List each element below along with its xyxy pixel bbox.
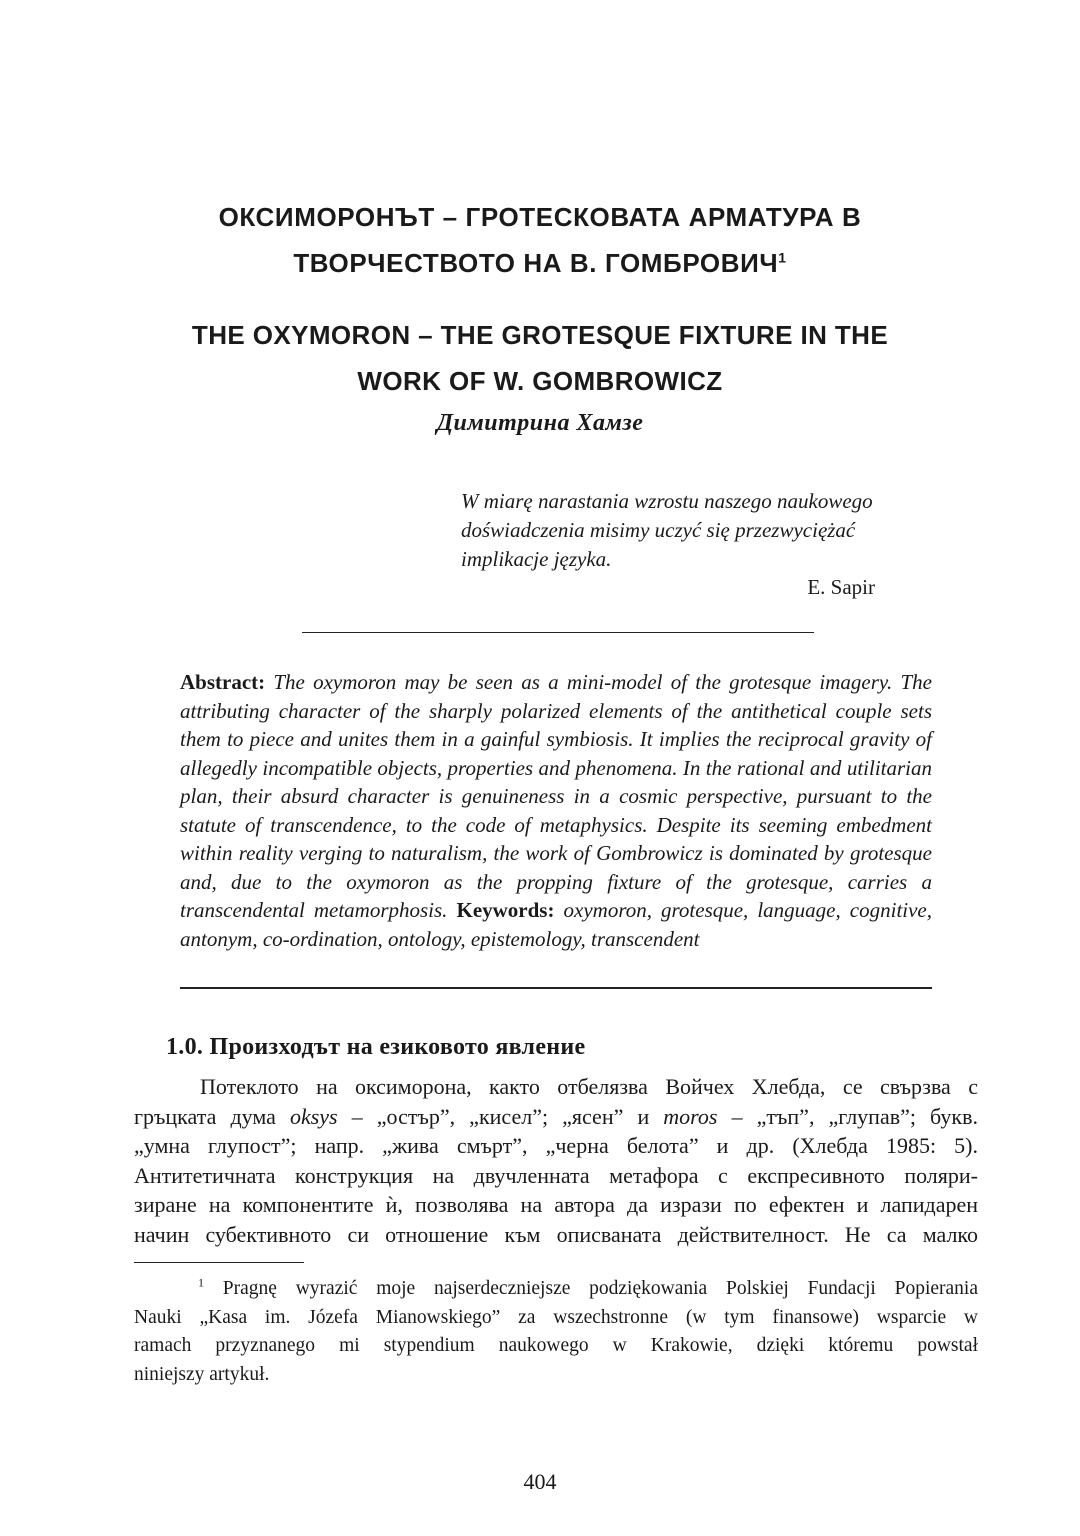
epigraph-line-3: implikacje języka. [461, 547, 612, 571]
section-heading: 1.0. Произходът на езиковото явление [166, 1034, 586, 1060]
footnote-line-4: niniejszy artykuł. [134, 1363, 270, 1385]
footnote-line-1 [134, 1275, 978, 1304]
footnote-mark: 1 [198, 1275, 204, 1290]
footnote-line-3: ramach przyznanego mi stypendium naukowego w Krakowie, dzięki któremu powstał [134, 1335, 978, 1356]
title-english [130, 312, 950, 404]
epigraph [461, 487, 931, 574]
body-text-segment: – „тъп”, „глупав”; букв. [717, 1103, 978, 1129]
italic-term: moros [663, 1103, 718, 1129]
body-text-segment: гръцката дума [134, 1103, 290, 1129]
abstract-text: The oxymoron may be seen as a mini-model of the grotesque imagery. The attributing character of the sharply polarized elements of the antithetical couple sets them to piece and unites them in a gainful symbiosis. It implies the reciprocal gravity of allegedly incompatible objects, properties and phenomena. In the rational and utilitarian plan, their absurd character is genuineness in a cosmic perspective, pursuant to the statute of transcendence, to the code of metaphysics. Despite its seeming embedment within reality verging to naturalism, the work of Gombrowicz is dominated by grotesque and, due to the oxymoron as the propping fixture of the grotesque, carries a transcendental metamorphosis. [180, 670, 932, 922]
title-english-line-1: THE OXYMORON – THE GROTESQUE FIXTURE IN THE [191, 320, 889, 350]
title-bulgarian-line-2 [130, 240, 950, 286]
body-text-segment: зиране на компонентите ѝ, позволява на автора да изрази по ефектен и лапидарен [134, 1192, 978, 1217]
title-bulgarian-line-1: ОКСИМОРОНЪТ – ГРОТЕСКОВАТА АРМАТУРА В [218, 202, 862, 232]
abstract-block [180, 668, 932, 953]
body-line-6 [134, 1220, 978, 1250]
footnote-line-1-text: Pragnę wyrazić moje najserdeczniejsze podziękowania Polskiej Fundacji Popierania [222, 1278, 978, 1299]
body-line-1 [134, 1072, 978, 1102]
epigraph-line-2: doświadczenia misimy uczyć się przezwyciężać [461, 518, 856, 542]
body-text-segment: „умна глупост”; напр. „жива смърт”, „черна белота” и др. (Хлебда 1985: 5). [134, 1133, 978, 1158]
body-line-3 [134, 1131, 978, 1161]
abstract-label: Abstract: [180, 670, 266, 694]
title-english-line-2: WORK OF W. GOMBROWICZ [357, 366, 723, 396]
body-line-4 [134, 1161, 978, 1191]
keywords-label: Keywords: [456, 898, 555, 922]
page-number: 404 [523, 1469, 557, 1494]
footnote-line-2: Nauki „Kasa im. Józefa Mianowskiego” za wszechstronne (w tym finansowe) wsparcie w [134, 1306, 978, 1328]
body-text-segment: – „остър”, „кисел”; „ясен” и [337, 1103, 664, 1129]
epigraph-line-1: W miarę narastania wzrostu naszego naukowego [461, 489, 873, 513]
body-line-5 [134, 1190, 978, 1220]
title-bulgarian [130, 194, 950, 286]
italic-term: oksys [289, 1103, 338, 1129]
body-text-segment: Потеклото на оксиморона, както отбелязва Войчех Хлебда, се свързва с [200, 1074, 978, 1099]
section-body [134, 1072, 978, 1249]
abstract-divider [180, 987, 932, 989]
epigraph-source: E. Sapir [807, 575, 875, 599]
epigraph-divider [302, 632, 814, 633]
body-text-segment: начин субективното си отношение към описваната действителност. Не са малко [134, 1221, 978, 1247]
title-footnote-mark: 1 [778, 249, 787, 266]
title-bulgarian-line-2-text: ТВОРЧЕСТВОТО НА В. ГОМБРОВИЧ [293, 248, 779, 278]
footnote-divider [134, 1262, 304, 1263]
author-name: Димитрина Хамзе [436, 410, 644, 436]
keywords-text: oxymoron, grotesque, language, cognitive, antonym, co-ordination, ontology, epistemology, transcendent [180, 898, 933, 951]
footnote [134, 1275, 978, 1389]
body-line-2 [134, 1102, 978, 1132]
body-text-segment: Антитетичната конструкция на двучленната метафора с експресивното поляри- [134, 1162, 978, 1188]
